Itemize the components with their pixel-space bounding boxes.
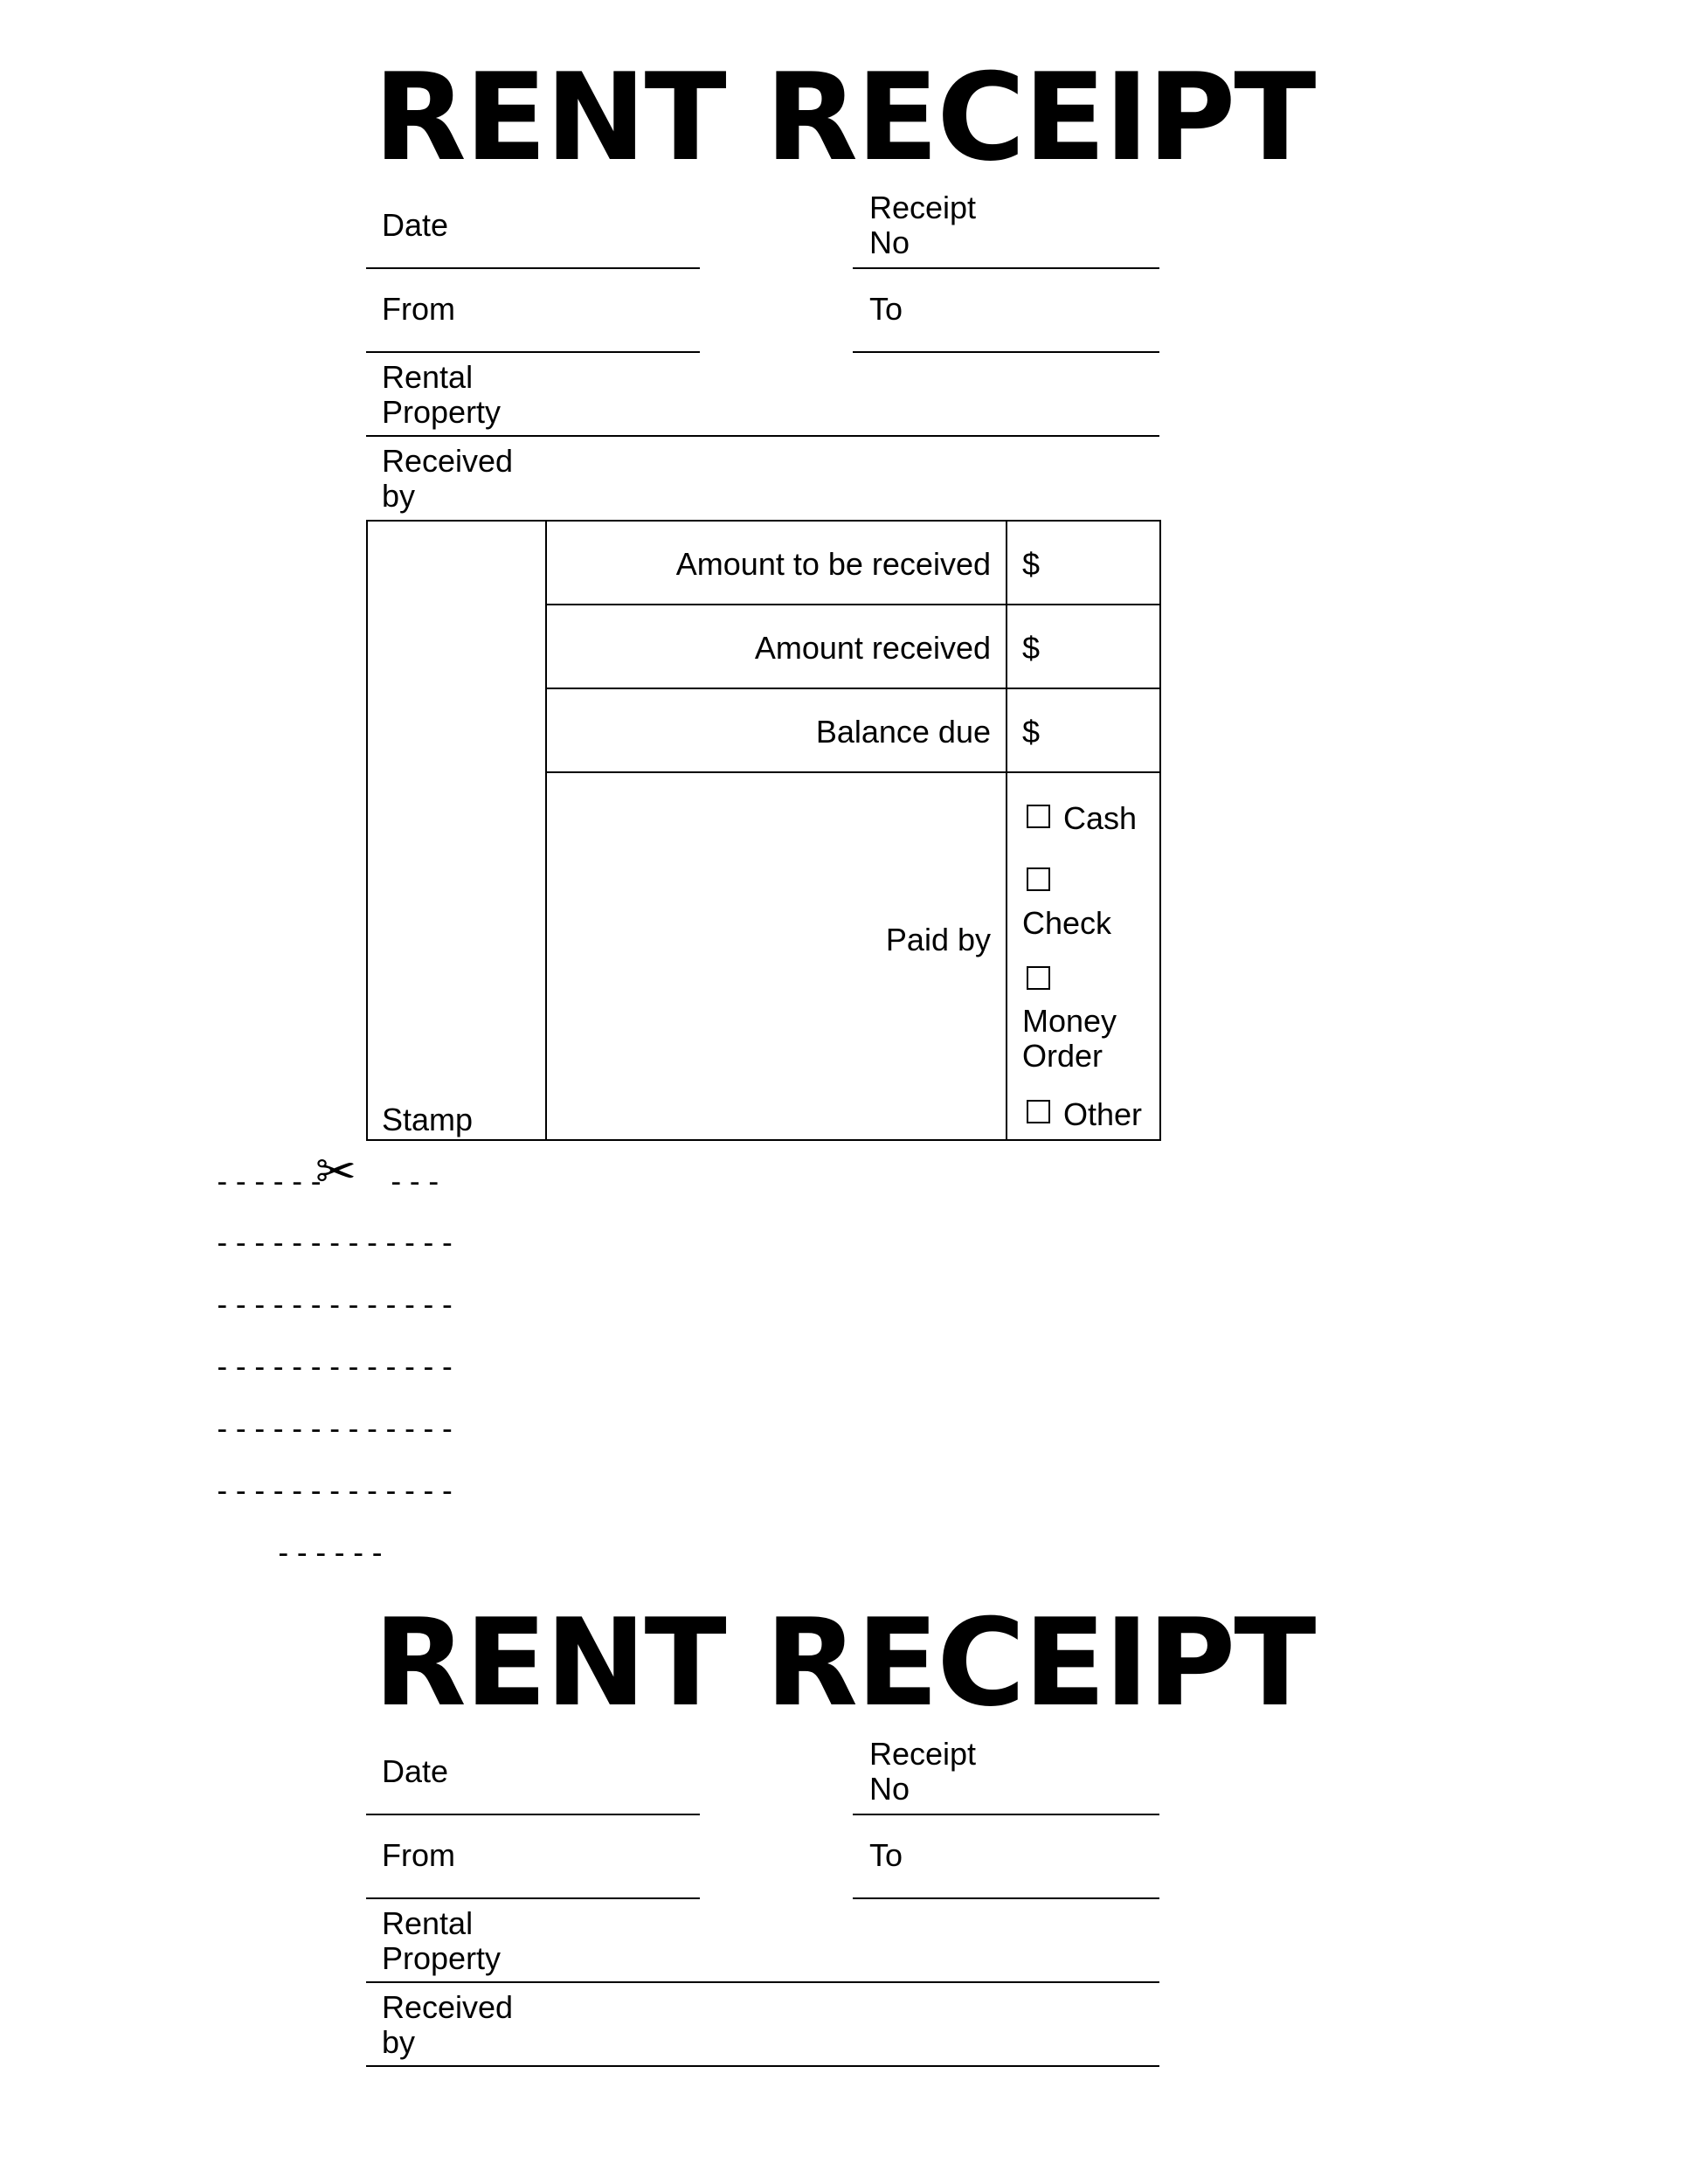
to-field[interactable] [853,351,1159,353]
received-by-label [382,444,513,514]
balance-due-currency: $ [1022,714,1041,750]
row-divider-3 [545,771,1161,773]
rental-property-label-line1: Rental [382,1905,474,1941]
rental-property-label-line2: Property [382,1940,502,1976]
receipt-no-label-line2: No [869,1771,910,1807]
amount-received-field[interactable] [1053,605,1159,688]
rental-property-field-bottom[interactable] [366,1981,1159,1983]
from-label: From [382,291,455,327]
receipt-title-top: RENT RECEIPT [373,47,1315,188]
receipt-no-label-bottom [869,1737,976,1807]
from-field-bottom[interactable] [366,1897,700,1899]
money-order-label-line2: Order [1022,1038,1103,1074]
stamp-column-divider [545,520,547,1141]
check-checkbox[interactable] [1027,867,1050,891]
receipt-no-label-line1: Receipt [869,190,977,225]
money-order-label-line1: Money [1022,1003,1117,1039]
scissors-icon: ✂ [315,1144,356,1200]
cut-line-row-1-left: ------ [213,1165,326,1199]
to-field-bottom[interactable] [853,1897,1159,1899]
amount-received-label: Amount received [754,630,991,666]
receipt-no-label [869,190,976,260]
rental-property-label [382,360,501,430]
paid-by-label: Paid by [885,922,991,957]
received-by-field-bottom[interactable] [366,2065,1159,2067]
amount-to-be-received-label: Amount to be received [675,546,991,582]
receipt-no-field[interactable] [853,267,1159,269]
receipt-no-label-line2: No [869,225,910,260]
stamp-label: Stamp [382,1102,474,1137]
to-label-bottom: To [869,1837,903,1873]
cut-line-row: ------------- [213,1474,458,1509]
stamp-area[interactable] [368,522,545,1139]
rental-property-label-line2: Property [382,394,502,430]
cut-line-row-last: ------ [274,1536,387,1571]
date-field-bottom[interactable] [366,1814,700,1815]
rental-property-label-line1: Rental [382,359,474,395]
received-by-label-line1: Received [382,1989,514,2025]
received-by-label-bottom [382,1990,513,2060]
rental-property-label-bottom [382,1906,501,1976]
other-label: Other [1063,1096,1143,1132]
received-by-label-line2: by [382,2024,416,2060]
receipt-title-bottom: RENT RECEIPT [373,1593,1315,1733]
money-order-label [1022,1004,1117,1074]
cut-line-row: ------------- [213,1226,458,1261]
date-label: Date [382,207,449,243]
date-label-bottom: Date [382,1753,449,1789]
received-by-label-line1: Received [382,443,514,479]
balance-due-field[interactable] [1053,689,1159,771]
other-checkbox[interactable] [1027,1100,1050,1123]
receipt-no-field-bottom[interactable] [853,1814,1159,1815]
amount-to-be-received-currency: $ [1022,546,1041,582]
to-label: To [869,291,903,327]
balance-due-label: Balance due [815,714,991,750]
cash-checkbox[interactable] [1027,805,1050,828]
amount-to-be-received-field[interactable] [1053,522,1159,604]
cut-line-row-1-right: --- [387,1165,444,1199]
cash-label: Cash [1063,800,1138,836]
money-order-checkbox[interactable] [1027,966,1050,990]
received-by-label-line2: by [382,478,416,514]
from-label-bottom: From [382,1837,455,1873]
value-column-divider [1006,520,1007,1141]
date-field[interactable] [366,267,700,269]
rental-property-field[interactable] [366,435,1159,437]
cut-line-row: ------------- [213,1412,458,1447]
check-label: Check [1022,905,1112,941]
from-field[interactable] [366,351,700,353]
receipt-no-label-line1: Receipt [869,1736,977,1772]
cut-line-row: ------------- [213,1288,458,1323]
cut-line-row: ------------- [213,1350,458,1385]
amount-received-currency: $ [1022,630,1041,666]
